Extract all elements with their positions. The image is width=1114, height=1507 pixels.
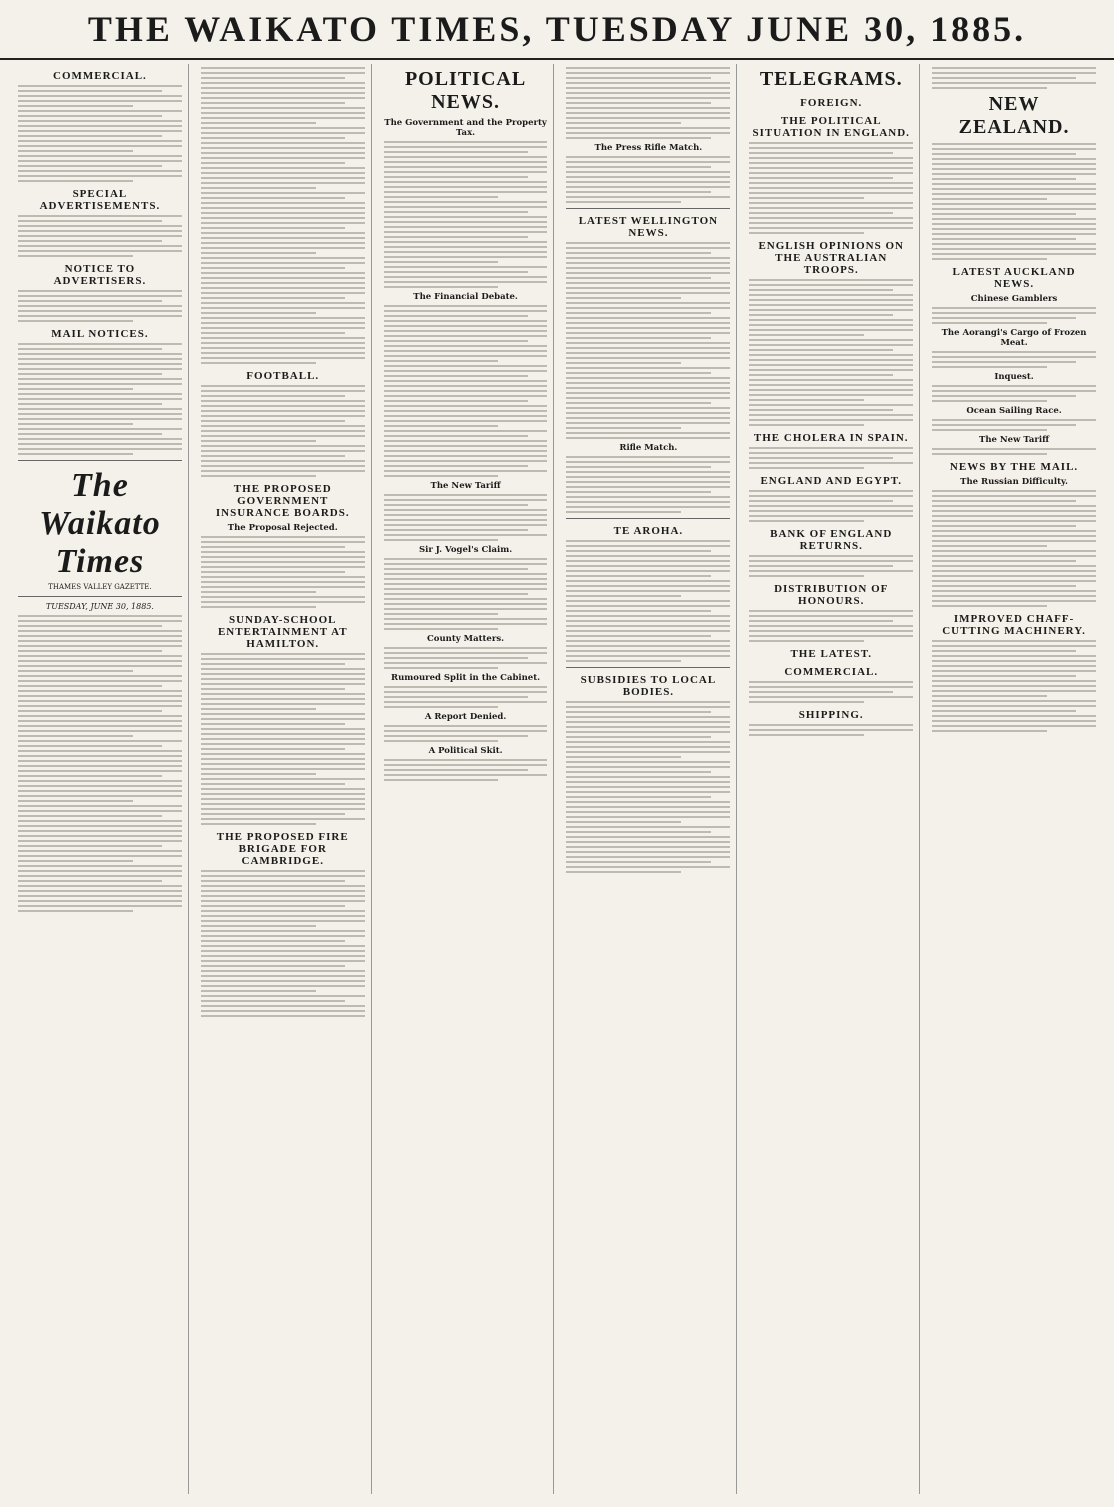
political-situation-heading: THE POLITICAL SITUATION IN ENGLAND. <box>752 115 910 139</box>
latest-body <box>749 681 913 703</box>
columns <box>12 64 1102 1494</box>
commercial-news-heading: COMMERCIAL. <box>784 666 879 678</box>
sunday-school-heading: SUNDAY-SCHOOL ENTERTAINMENT AT HAMILTON. <box>217 614 348 650</box>
cabinet-split-body <box>384 686 548 708</box>
ocean-race-subheading: Ocean Sailing Race. <box>966 406 1062 416</box>
new-tariff-subheading: The New Tariff <box>430 481 501 491</box>
latest-heading: THE LATEST. <box>790 648 872 660</box>
football-body <box>201 385 365 477</box>
press-rifle-subheading: The Press Rifle Match. <box>594 143 703 153</box>
rifle-match-body <box>566 456 730 513</box>
mail-notices-heading: MAIL NOTICES. <box>51 328 149 340</box>
mail-news-heading: NEWS BY THE MAIL. <box>949 461 1079 473</box>
gov-insurance-subheading: The Proposal Rejected. <box>227 523 338 533</box>
subsidies-heading: SUBSIDIES TO LOCAL BODIES. <box>580 674 717 698</box>
paper-logo-title: The Waikato Times <box>39 467 161 580</box>
telegrams-heading: TELEGRAMS. <box>759 68 903 90</box>
wellington-body <box>566 242 730 439</box>
inquest-subheading: Inquest. <box>994 372 1034 382</box>
shipping-heading: SHIPPING. <box>798 709 864 721</box>
honours-heading: DISTRIBUTION OF HONOURS. <box>774 583 889 607</box>
county-matters-subheading: County Matters. <box>427 634 505 644</box>
te-aroha-body <box>566 540 730 662</box>
vogel-body <box>384 558 548 630</box>
te-aroha-heading: TE AROHA. <box>613 525 684 537</box>
tariff-body <box>384 494 548 541</box>
fire-brigade-body <box>201 870 365 1017</box>
chaff-body <box>932 640 1096 732</box>
report-denied-body <box>384 725 548 742</box>
masthead-title: THE WAIKATO TIMES, TUESDAY JUNE 30, 1885. <box>87 9 1027 49</box>
wellington-news-heading: LATEST WELLINGTON NEWS. <box>578 215 719 239</box>
political-situation-body <box>749 142 913 234</box>
russian-subheading: The Russian Difficulty. <box>960 477 1068 487</box>
mail-notices-body <box>18 343 182 455</box>
vogel-claim-subheading: Sir J. Vogel's Claim. <box>418 545 513 555</box>
subsidies-body <box>566 701 730 873</box>
political-skit-subheading: A Political Skit. <box>428 746 503 756</box>
auckland-news-heading: LATEST AUCKLAND NEWS. <box>952 266 1076 290</box>
shipping-body <box>749 724 913 736</box>
frozen-meat-subheading: The Aorangi's Cargo of Frozen Meat. <box>941 328 1087 348</box>
russian-body <box>932 490 1096 607</box>
commercial-heading: COMMERCIAL. <box>53 70 147 82</box>
col4-top-body <box>566 67 730 139</box>
paper-logo-subtitle: THAMES VALLEY GAZETTE. <box>48 583 152 591</box>
financial-debate-subheading: The Financial Debate. <box>413 292 518 302</box>
issue-date: TUESDAY, JUNE 30, 1885. <box>45 602 154 611</box>
column-2 <box>195 64 372 1494</box>
frozen-meat-body <box>932 351 1096 368</box>
column-3 <box>378 64 555 1494</box>
paper-logo <box>18 467 182 591</box>
honours-body <box>749 610 913 642</box>
nz-body <box>932 143 1096 260</box>
column-4 <box>560 64 737 1494</box>
egypt-body <box>749 490 913 522</box>
political-body <box>384 141 548 288</box>
property-tax-subheading: The Government and the Property Tax. <box>384 118 547 138</box>
col6-tariff-body <box>932 448 1096 455</box>
county-body <box>384 647 548 669</box>
commercial-body <box>18 85 182 182</box>
column-5 <box>743 64 920 1494</box>
fire-brigade-heading: THE PROPOSED FIRE BRIGADE FOR CAMBRIDGE. <box>216 831 349 867</box>
press-rifle-body <box>566 156 730 203</box>
editorial-body <box>18 615 182 912</box>
rifle-match-subheading: Rifle Match. <box>619 443 678 453</box>
chinese-gamblers-subheading: Chinese Gamblers <box>970 294 1058 304</box>
opinions-body <box>749 279 913 426</box>
gov-insurance-heading: THE PROPOSED GOVERNMENT INSURANCE BOARDS. <box>215 483 350 519</box>
foreign-heading: FOREIGN. <box>800 97 863 109</box>
column-6 <box>926 64 1102 1494</box>
bank-heading: BANK OF ENGLAND RETURNS. <box>770 528 893 552</box>
sunday-school-body <box>201 653 365 825</box>
col6-tariff-subheading: The New Tariff <box>979 435 1050 445</box>
egypt-heading: ENGLAND AND EGYPT. <box>760 475 902 487</box>
column-1 <box>12 64 189 1494</box>
report-denied-subheading: A Report Denied. <box>424 712 507 722</box>
special-ads-body <box>18 215 182 257</box>
opinions-heading: ENGLISH OPINIONS ON THE AUSTRALIAN TROOPS. <box>758 240 904 276</box>
new-zealand-heading: NEW ZEALAND. <box>958 93 1070 138</box>
inquest-body <box>932 385 1096 402</box>
notice-heading: NOTICE TO ADVERTISERS. <box>53 263 147 287</box>
ocean-race-body <box>932 419 1096 431</box>
special-ads-heading: SPECIAL ADVERTISEMENTS. <box>39 188 161 212</box>
chaff-heading: IMPROVED CHAFF-CUTTING MACHINERY. <box>942 613 1086 637</box>
col6-top-body <box>932 67 1096 89</box>
notice-body <box>18 290 182 322</box>
financial-body <box>384 305 548 477</box>
football-heading: FOOTBALL. <box>246 370 320 382</box>
cholera-heading: THE CHOLERA IN SPAIN. <box>753 432 909 444</box>
cabinet-split-subheading: Rumoured Split in the Cabinet. <box>391 673 541 683</box>
chinese-body <box>932 307 1096 324</box>
masthead <box>0 0 1114 60</box>
political-news-heading: POLITICAL NEWS. <box>404 68 527 113</box>
gov-insurance-body <box>201 536 365 608</box>
col2-top-body <box>201 67 365 364</box>
cholera-body <box>749 447 913 469</box>
political-skit-body <box>384 759 548 781</box>
bank-body <box>749 555 913 577</box>
